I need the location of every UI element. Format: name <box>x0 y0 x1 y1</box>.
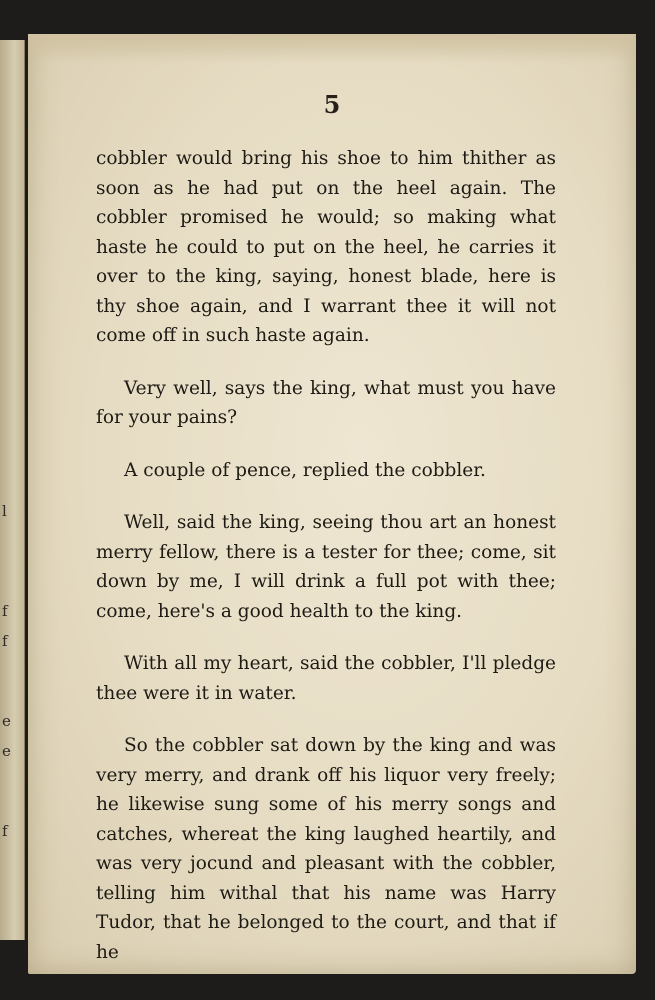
page-number: 5 <box>323 90 341 119</box>
left-page-fragment: l <box>2 502 7 520</box>
paragraph: With all my heart, said the cobbler, I'll pledge thee were it in water. <box>96 653 556 704</box>
paragraph: Very well, says the king, what must you have for your pains? <box>96 377 556 428</box>
page-body-text <box>96 144 556 990</box>
paragraph: So the cobbler sat down by the king and was very merry, and drank off his liquor very freely; he likewise sung some of his merry songs and catches, whereat the king laughed heartily, and was very jocund and pleasant with the cobbler, telling him withal that his name was Harry Tudor, that he belonged to the court, and that if he <box>96 735 556 963</box>
left-page-edge <box>0 40 25 940</box>
left-page-fragment: e <box>2 712 11 730</box>
left-page-fragment: f <box>2 632 8 650</box>
left-page-fragment: f <box>2 822 8 840</box>
paragraph: cobbler would bring his shoe to him thither as soon as he had put on the heel again. The cobbler promised he would; so making what haste he could to put on the heel, he carries it over to the king, saying, honest blade, here is thy shoe again, and I warrant thee it will not come off in such haste again. <box>96 148 556 346</box>
book-page <box>28 34 636 974</box>
paragraph: Well, said the king, seeing thou art an honest merry fellow, there is a tester for thee; come, sit down by me, I will drink a full pot with thee; come, here's a good health to the king. <box>96 512 556 622</box>
left-page-fragment: e <box>2 742 11 760</box>
left-page-fragment: f <box>2 602 8 620</box>
paragraph: A couple of pence, replied the cobbler. <box>124 459 486 481</box>
